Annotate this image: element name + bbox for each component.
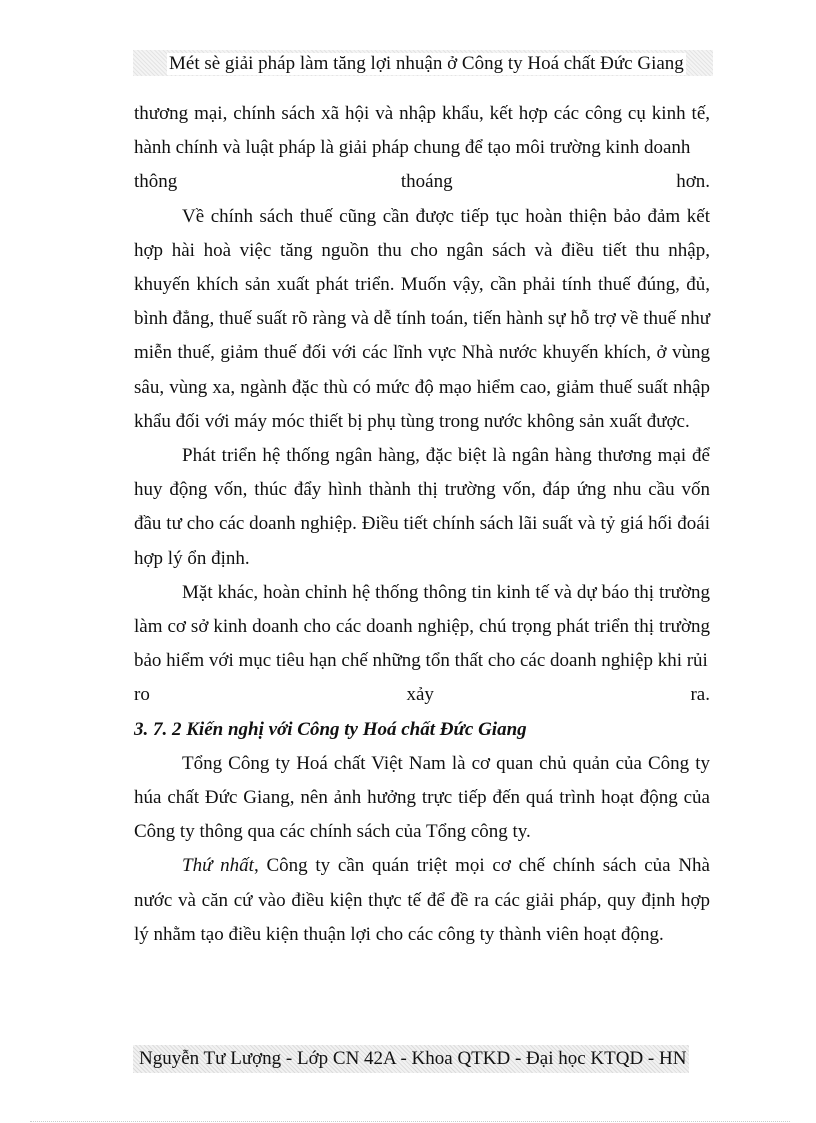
page-header-title: Mét sè giải pháp làm tăng lợi nhuận ở Công ty Hoá chất Đức Giang bbox=[169, 53, 684, 74]
lead-phrase: Thứ nhất bbox=[182, 855, 254, 877]
paragraph-4-last-line bbox=[134, 678, 710, 712]
paragraph-6-text: , Công ty cần quán triệt mọi cơ chế chính sách của Nhà nước và căn cứ vào điều kiện thực tế để đề ra các giải pháp, quy định hợp lý nhằm tạo điều kiện thuận lợi cho các công ty thành viên hoạt động. bbox=[134, 855, 710, 945]
document-body bbox=[134, 97, 710, 952]
paragraph-3: Phát triển hệ thống ngân hàng, đặc biệt là ngân hàng thương mại để huy động vốn, thúc đẩy hình thành thị trường vốn, đáp ứng nhu cầu vốn đầu tư cho các doanh nghiệp. Điều tiết chính sách lãi suất và tỷ giá hối đoái hợp lý ổn định. bbox=[134, 445, 710, 569]
paragraph-1: thương mại, chính sách xã hội và nhập khẩu, kết hợp các công cụ kinh tế, hành chính và luật pháp là giải pháp chung để tạo môi trường kinh doanh bbox=[134, 103, 710, 159]
section-heading: 3. 7. 2 Kiến nghị với Công ty Hoá chất Đức Giang bbox=[134, 718, 527, 740]
paragraph-2: Về chính sách thuế cũng cần được tiếp tục hoàn thiện bảo đảm kết hợp hài hoà việc tăng nguồn thu cho ngân sách và điều tiết thu nhập, khuyến khích sản xuất phát triển. Muốn vậy, cần phải tính thuế đúng, đủ, bình đẳng, thuế suất rõ ràng và dễ tính toán, tiến hành sự hỗ trợ về thuế như miễn thuế, giảm thuế đối với các lĩnh vực Nhà nước khuyến khích, ở vùng sâu, vùng xa, ngành đặc thù có mức độ mạo hiểm cao, giảm thuế suất nhập khẩu đối với máy móc thiết bị phụ tùng trong nước không sản xuất được. bbox=[134, 205, 710, 432]
page-footer-text: Nguyễn Tư Lượng - Lớp CN 42A - Khoa QTKD - Đại học KTQD - HN bbox=[139, 1048, 687, 1069]
word: hơn. bbox=[676, 171, 710, 193]
paragraph-4: Mặt khác, hoàn chỉnh hệ thống thông tin kinh tế và dự báo thị trường làm cơ sở kinh doanh cho các doanh nghiệp, chú trọng phát triển thị trường bảo hiểm với mục tiêu hạn chế những tổn thất cho các doanh nghiệp khi rủi bbox=[134, 581, 710, 672]
word: thông bbox=[134, 171, 178, 193]
paragraph-6 bbox=[134, 849, 710, 952]
word: ro bbox=[134, 684, 150, 706]
paragraph-5: Tổng Công ty Hoá chất Việt Nam là cơ quan chủ quản của Công ty húa chất Đức Giang, nên ảnh hưởng trực tiếp đến quá trình hoạt động của Công ty thông qua các chính sách của Tổng công ty. bbox=[134, 752, 710, 843]
word: ra. bbox=[690, 684, 710, 706]
paragraph-1-last-line bbox=[134, 165, 710, 199]
word: xảy bbox=[406, 684, 434, 706]
word: thoáng bbox=[400, 171, 453, 193]
